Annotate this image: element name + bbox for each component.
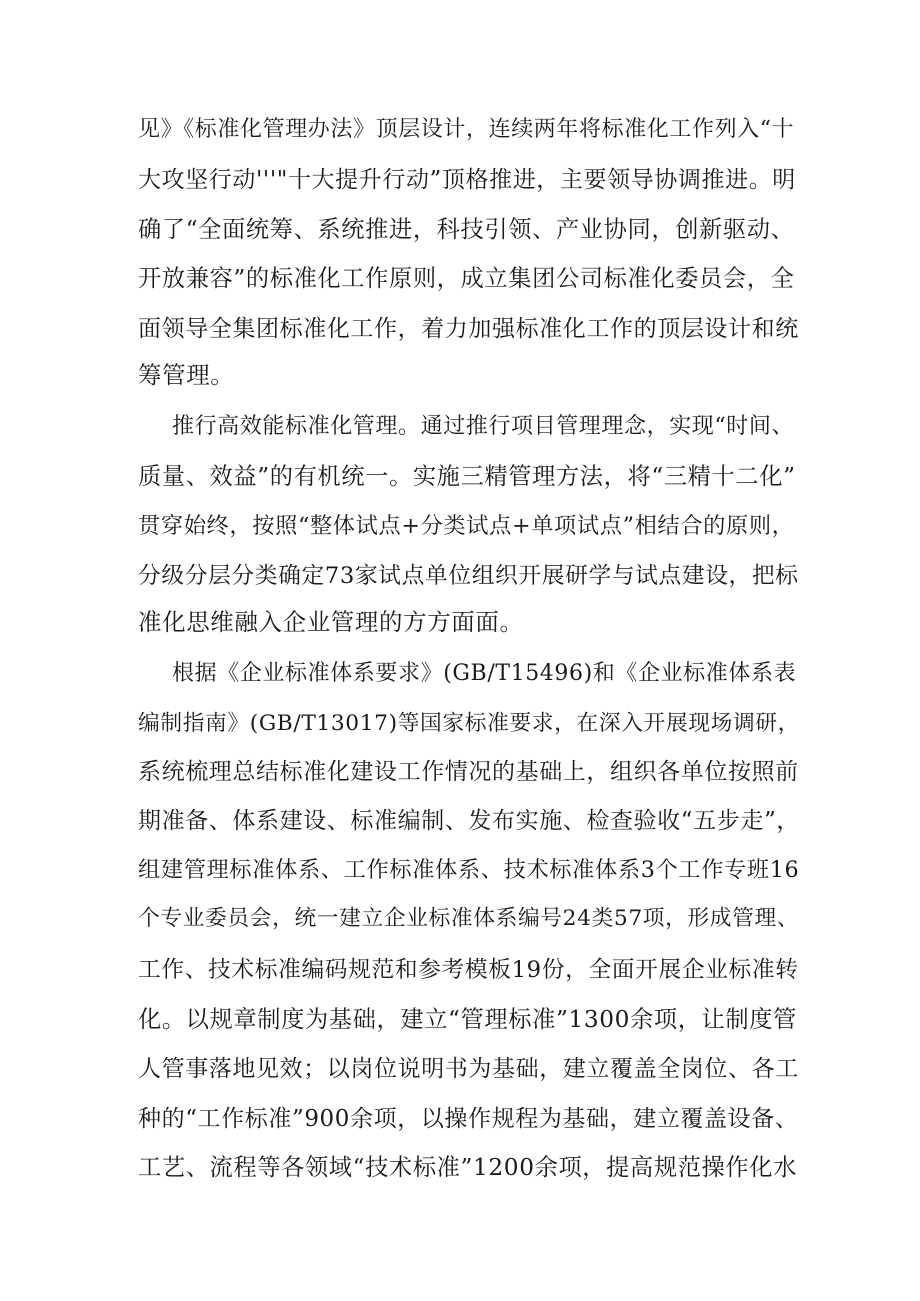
paragraph-line: 分级分层分类确定73家试点单位组织开展研学与试点建设，把标 [138,563,799,589]
paragraph-line: 见》《标准化管理办法》顶层设计，连续两年将标准化工作列入“十 [138,117,795,142]
paragraph-line: 筹管理。 [138,361,235,389]
paragraph-first-line: 根据《企业标准体系要求》(GB/T15496)和《企业标准体系表 [172,661,797,686]
paragraph-line: 开放兼容”的标准化工作原则，成立集团公司标准化委员会，全 [138,265,795,292]
paragraph-line: 种的“工作标准”900余项，以操作规程为基础，建立覆盖设备、 [138,1106,799,1132]
paragraph-line: 组建管理标准体系、工作标准体系、技术标准体系3个工作专班16 [138,857,800,883]
paragraph-first-line: 推行高效能标准化管理。通过推行项目管理理念，实现“时间、 [172,414,795,439]
paragraph-line: 大攻坚行动'''"十大提升行动”顶格推进，主要领导协调推进。明 [138,167,796,193]
paragraph-line: 确了“全面统筹、系统推进，科技引领、产业协同，创新驱动、 [138,216,795,243]
paragraph-line: 贯穿始终，按照“整体试点+分类试点+单项试点”相结合的原则， [138,513,795,539]
paragraph-line: 准化思维融入企业管理的方方面面。 [138,608,524,636]
paragraph-line: 个专业委员会，统一建立企业标准体系编号24类57项，形成管理、 [138,906,800,931]
paragraph-line: 编制指南》(GB/T13017)等国家标准要求，在深入开展现场调研， [138,711,801,736]
paragraph-line: 化。以规章制度为基础，建立“管理标准”1300余项，让制度管 [138,1006,797,1033]
paragraph-line: 系统梳理总结标准化建设工作情况的基础上，组织各单位按照前 [138,759,799,785]
paragraph-line: 工作、技术标准编码规范和参考模板19份，全面开展企业标准转 [138,957,799,983]
paragraph-line: 期准备、体系建设、标准编制、发布实施、检查验收“五步走”， [138,808,800,834]
paragraph-line: 质量、效益”的有机统一。实施三精管理方法，将“三精十二化” [138,463,796,490]
paragraph-line: 人管事落地见效；以岗位说明书为基础，建立覆盖全岗位、各工 [138,1056,799,1082]
paragraph-line: 工艺、流程等各领域“技术标准”1200余项，提高规范操作化水 [138,1154,797,1181]
paragraph-line: 面领导全集团标准化工作，着力加强标准化工作的顶层设计和统 [138,316,799,342]
